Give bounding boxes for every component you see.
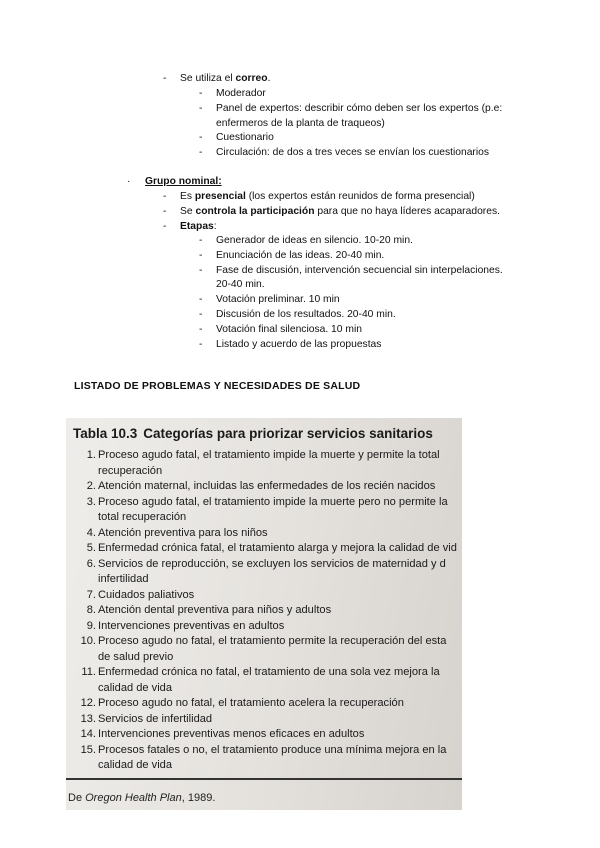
etapas-list xyxy=(199,234,556,352)
list-item: - Listado y acuerdo de las propuestas xyxy=(199,338,382,350)
bullet-dash: - xyxy=(163,73,167,84)
list-item: - Generador de ideas en silencio. 10-20 min. xyxy=(199,235,413,246)
table-source: De Oregon Health Plan, 1989. xyxy=(68,792,216,804)
list-item: 7. Cuidados paliativos xyxy=(86,588,195,601)
list-item: 9. Intervenciones preventivas en adultos xyxy=(86,619,285,632)
list-item: - Etapas: xyxy=(163,220,217,232)
correo-intro-bold: correo xyxy=(235,73,268,84)
list-item: 10. Proceso agudo no fatal, el tratamiento permite la recuperación del esta de salud previo xyxy=(80,635,447,663)
list-item: - Enunciación de las ideas. 20-40 min. xyxy=(199,249,385,261)
list-item: - Votación final silenciosa. 10 min xyxy=(199,323,362,335)
list-item: - Panel de expertos: describir cómo deben ser los expertos (p.e: enfermeros de la planta de traqueos) xyxy=(199,102,503,129)
list-item: - Circulación: de dos a tres veces se envían los cuestionarios xyxy=(199,147,490,159)
list-item: - Se controla la participación para que no haya líderes acaparadores. xyxy=(163,205,500,217)
list-item: - Cuestionario xyxy=(199,132,274,144)
grupo-nominal-title: Grupo nominal: xyxy=(145,176,222,187)
list-item: 13. Servicios de infertilidad xyxy=(80,712,213,725)
list-item: 4. Atención preventiva para los niños xyxy=(86,526,268,539)
table-photo xyxy=(66,418,462,810)
grupo-nominal-list xyxy=(163,190,560,234)
list-item: 2. Atención maternal, incluidas las enfermedades de los recién nacidos xyxy=(86,480,436,492)
list-item: - Fase de discusión, intervención secuencial sin interpelaciones. 20-40 min. xyxy=(199,264,503,291)
list-item: 6. Servicios de reproducción, se excluyen los servicios de maternidad y d infertilidad xyxy=(86,557,446,585)
list-item: - Discusión de los resultados. 20-40 min. xyxy=(199,308,396,320)
table-title xyxy=(73,426,433,441)
list-item: 15. Procesos fatales o no, el tratamiento produce una mínima mejora en la calidad de vida xyxy=(80,743,447,771)
list-item: - Es presencial (los expertos están reunidos de forma presencial) xyxy=(163,191,475,202)
section-heading: LISTADO DE PROBLEMAS Y NECESIDADES DE SALUD xyxy=(74,380,361,392)
list-item: 8. Atención dental preventiva para niños y adultos xyxy=(86,604,332,616)
correo-intro-suffix: . xyxy=(267,73,271,84)
correo-sublist xyxy=(199,87,556,161)
correo-intro-prefix: Se utiliza el xyxy=(180,73,236,84)
list-item: 14. Intervenciones preventivas menos eficaces en adultos xyxy=(80,728,365,740)
list-item: - Votación preliminar. 10 min xyxy=(199,294,340,306)
table-title-text: Categorías para priorizar servicios sanitarios xyxy=(143,426,433,441)
bullet-dot: · xyxy=(127,176,131,187)
table-number: Tabla 10.3 xyxy=(73,426,138,441)
list-item: 5. Enfermedad crónica fatal, el tratamiento alarga y mejora la calidad de vid xyxy=(86,542,457,554)
list-item: 1. Proceso agudo fatal, el tratamiento impide la muerte y permite la total recuperación xyxy=(86,449,440,477)
list-item: - Moderador xyxy=(199,88,266,99)
list-item: 11. Enfermedad crónica no fatal, el tratamiento de una sola vez mejora la calidad de vida xyxy=(81,666,440,694)
list-item: 3. Proceso agudo fatal, el tratamiento impide la muerte pero no permite la total recuperación xyxy=(86,495,448,523)
table-list xyxy=(66,448,462,774)
list-item: 12. Proceso agudo no fatal, el tratamiento acelera la recuperación xyxy=(80,697,404,709)
table-bottom-rule xyxy=(66,778,462,780)
